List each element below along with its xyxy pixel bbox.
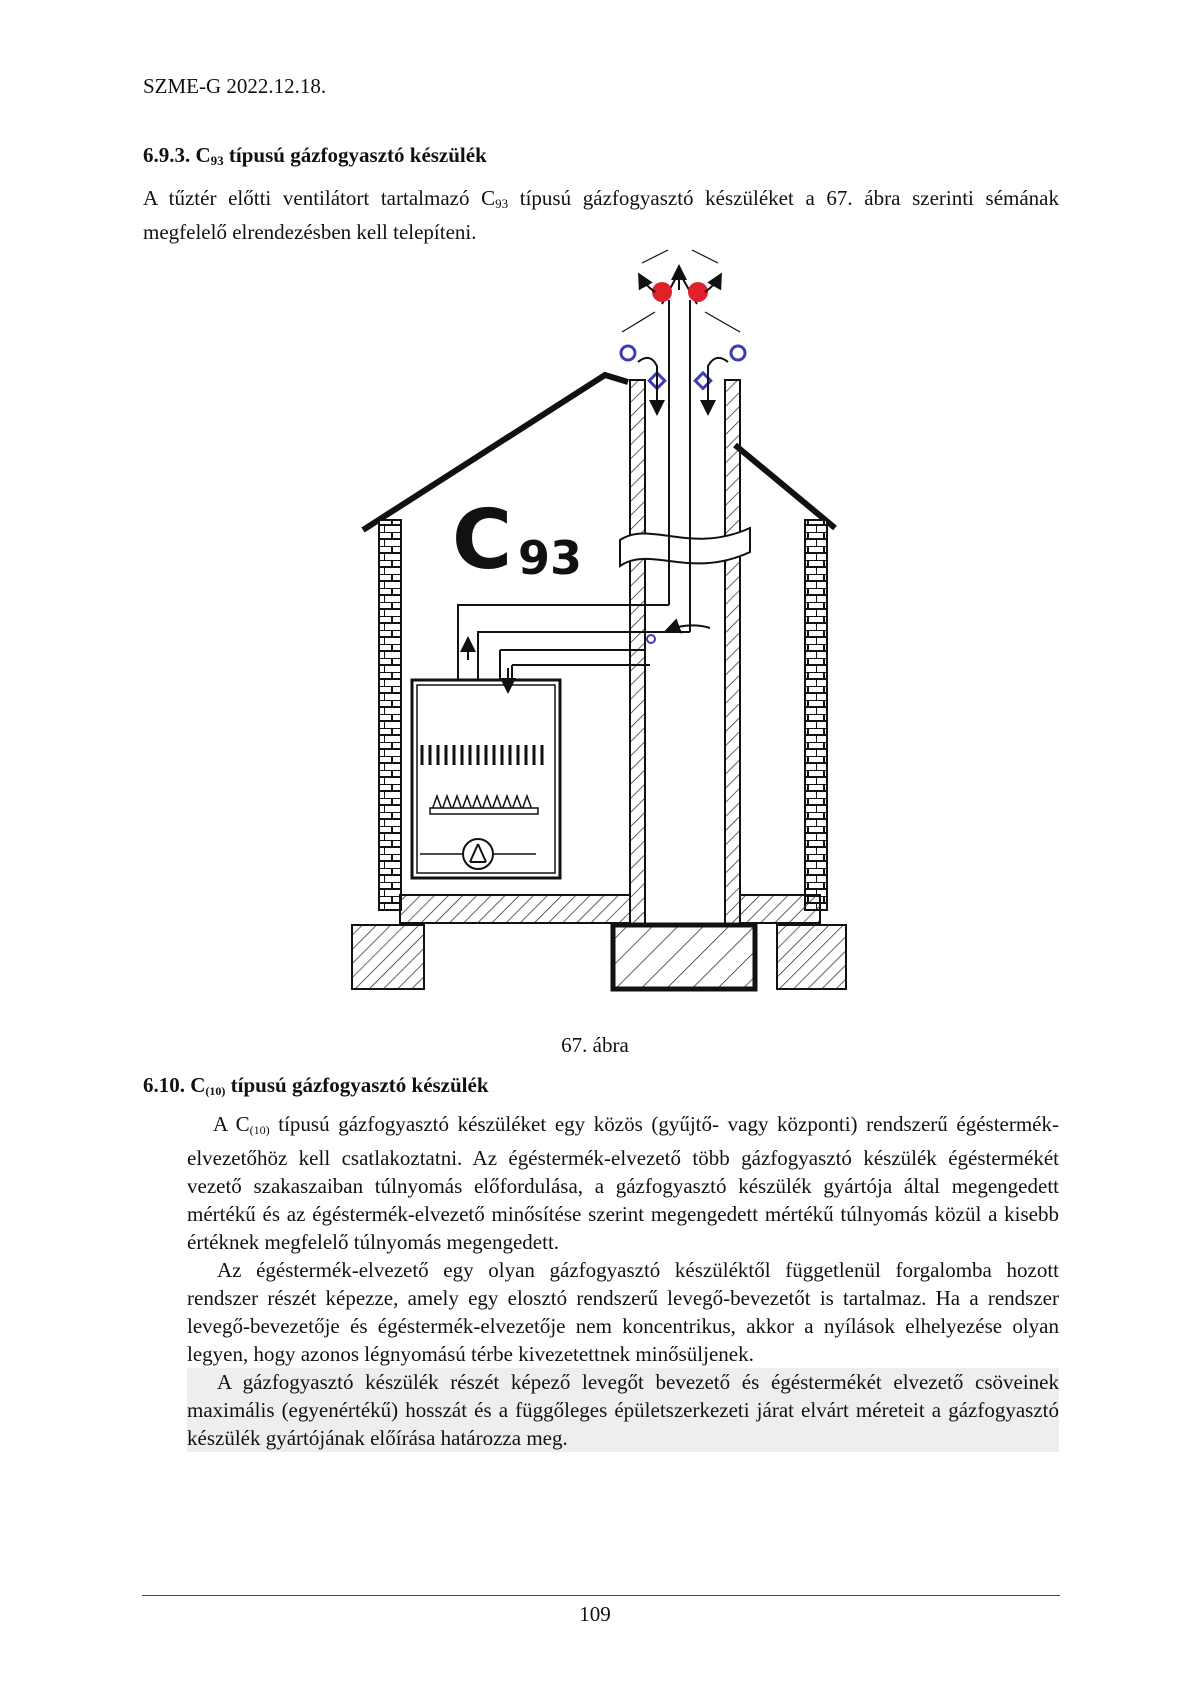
fan-icon <box>463 839 493 869</box>
floor-slab-right <box>740 895 820 923</box>
section-693-title: 6.9.3. $C_{93}$ típusú gázfogyasztó készülék <box>143 143 487 168</box>
page-number: 109 <box>579 1602 611 1626</box>
document-header: SZME-G 2022.12.18. <box>143 74 327 98</box>
chimney-foundation <box>613 925 755 989</box>
figure-caption: 67. ábra <box>561 1033 629 1057</box>
air-intake-marker-right <box>731 346 745 360</box>
shaft-wall-right <box>725 380 740 925</box>
section-693-paragraph: A tűztér előtti ventilátort tartalmazó $C_{93}$ típusú gázfogyasztó készüléket a 67. ábra szerinti sémának megfelelő elrendezésben kell telepíteni. <box>143 186 1060 244</box>
right-wall <box>805 520 827 910</box>
c93-installation-diagram <box>340 240 860 1000</box>
diagram-label-93: 93 <box>518 531 583 585</box>
floor-slab-left <box>400 895 630 923</box>
section-610-paragraph-3: A gázfogyasztó készülék részét képező levegőt bevezető és égéstermékét elvezető csöveinek maximális (egyenértékű) hosszát és a függőleges épületszerkezeti járat elvárt méreteit a gázfogyasztó készülék gyártójának előírása határozza meg. <box>187 1370 1059 1450</box>
left-wall <box>379 520 401 910</box>
section-610-title: 6.10. C(10) típusú gázfogyasztó készülék <box>143 1073 489 1098</box>
gas-appliance-boiler <box>412 680 560 878</box>
foundation-left <box>352 925 424 989</box>
diagram-label-c: C <box>452 493 513 588</box>
exhaust-pipe <box>458 272 697 680</box>
section-610-paragraph-2: Az égéstermék-elvezető egy olyan gázfogyasztó készüléktől függetlenül forgalomba hozott rendszer részét képezze, amely egy elosztó rendszerű levegő-bevezetőt is tartalmaz. Ha a rendszer levegő-bevezetője és égéstermék-elvezetője nem koncentrikus, akkor a nyílások elhelyezése olyan legyen, hogy azonos légnyomású térbe kivezetettnek minősüljenek. <box>187 1258 1059 1366</box>
air-intake-marker-left <box>621 346 635 360</box>
roof <box>363 375 835 530</box>
footer-rule <box>142 1595 1060 1596</box>
burner <box>430 808 538 814</box>
foundation-right <box>777 925 846 989</box>
intake-point-marker <box>647 635 655 643</box>
section-610-paragraph-1: A C(10) típusú gázfogyasztó készüléket egy közös (gyűjtő- vagy központi) rendszerű égéstermék-elvezetőhöz kell csatlakoztatni. Az égéstermék-elvezető több gázfogyasztó készülék égéstermékét vezető szakaszaiban túlnyomás előfordulása, a gázfogyasztó készülék gyártója által megengedett mértékű és az égéstermék-elvezető minősítése szerint megengedett mértékű túlnyomás közül a kisebb értéknek megfelelő túlnyomás megengedett. <box>187 1112 1059 1254</box>
shaft-wall-left <box>630 380 645 925</box>
section-610-body <box>187 1110 1059 1452</box>
